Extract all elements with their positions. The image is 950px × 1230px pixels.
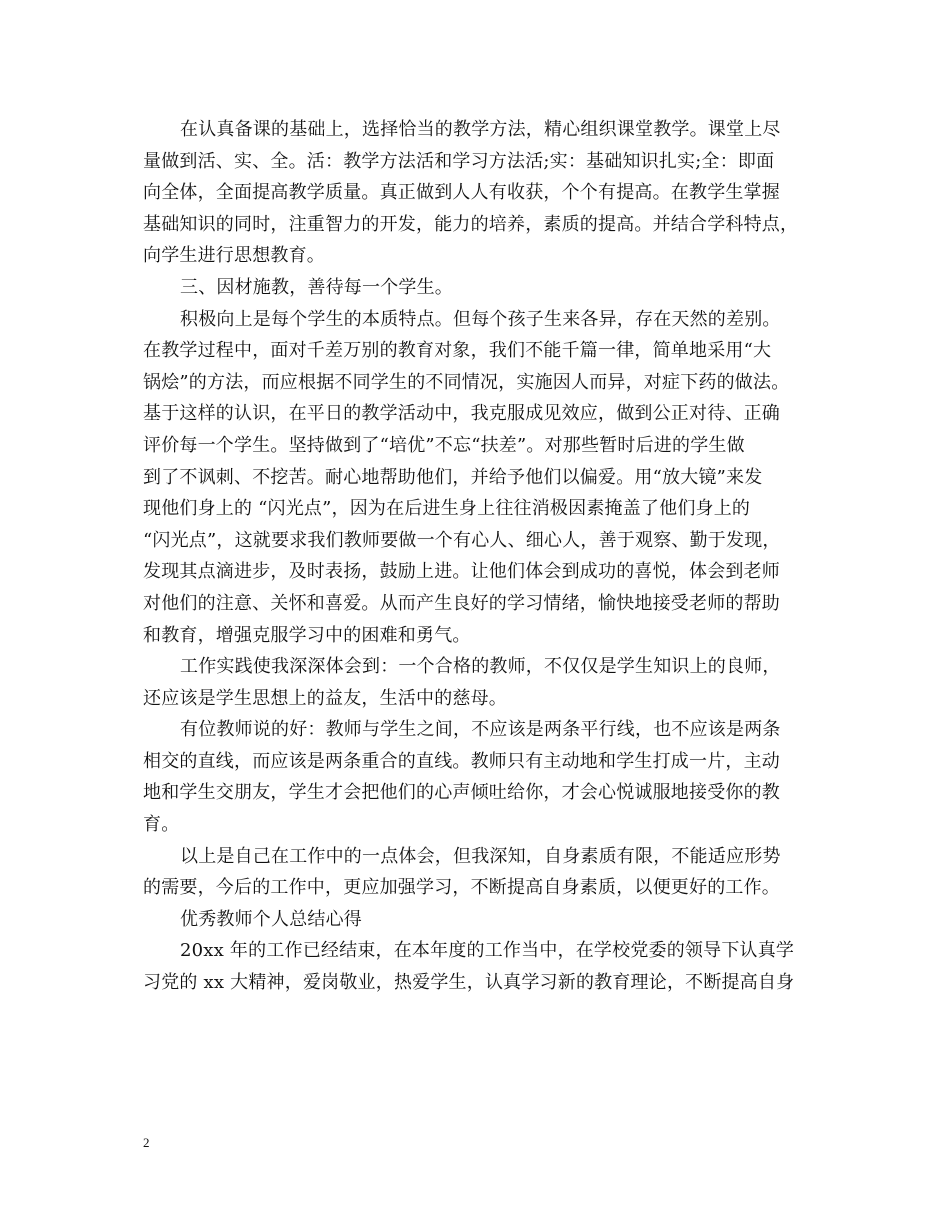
page-number: 2 xyxy=(143,1135,150,1150)
text-line: “闪光点”，这就要求我们教师要做一个有心人、细心人，善于观察、勤于发现， xyxy=(143,529,781,551)
text-line: 有位教师说的好：教师与学生之间，不应该是两条平行线，也不应该是两条 xyxy=(180,719,781,741)
text-line: 优秀教师个人总结心得 xyxy=(180,908,362,930)
text-line: 还应该是学生思想上的益友，生活中的慈母。 xyxy=(143,687,507,709)
text-line: 在教学过程中，面对千差万别的教育对象，我们不能千篇一律，简单地采用“大 xyxy=(143,340,772,362)
text-line: 向全体，全面提高教学质量。真正做到人人有收获，个个有提高。在教学生掌握 xyxy=(143,182,780,204)
text-line: 20xx 年的工作已经结束，在本年度的工作当中，在学校党委的领导下认真学 xyxy=(180,940,795,962)
text-line: 锅烩”的方法，而应根据不同学生的不同情况，实施因人而异，对症下药的做法。 xyxy=(143,371,790,393)
text-line: 习党的 xx 大精神，爱岗敬业，热爱学生，认真学习新的教育理论，不断提高自身 xyxy=(143,972,795,994)
text-line: 向学生进行思想教育。 xyxy=(143,245,325,267)
text-line: 在认真备课的基础上，选择恰当的教学方法，精心组织课堂教学。课堂上尽 xyxy=(180,119,781,140)
text-line: 现他们身上的 “闪光点”，因为在后进生身上往往消极因素掩盖了他们身上的 xyxy=(143,498,751,520)
text-line: 和教育，增强克服学习中的困难和勇气。 xyxy=(143,624,471,646)
text-line: 评价每一个学生。坚持做到了“培优”不忘“扶差”。对那些暂时后进的学生做 xyxy=(143,434,745,456)
text-line: 育。 xyxy=(143,814,180,836)
text-line: 基于这样的认识，在平日的教学活动中，我克服成见效应，做到公正对待、正确 xyxy=(143,403,780,425)
text-line: 积极向上是每个学生的本质特点。但每个孩子生来各异，存在天然的差别。 xyxy=(180,308,781,330)
text-line: 地和学生交朋友，学生才会把他们的心声倾吐给你，才会心悦诚服地接受你的教 xyxy=(143,782,780,804)
text-line: 发现其点滴进步，及时表扬，鼓励上进。让他们体会到成功的喜悦，体会到老师 xyxy=(143,561,780,583)
text-line: 相交的直线，而应该是两条重合的直线。教师只有主动地和学生打成一片，主动 xyxy=(143,750,780,772)
document-body xyxy=(143,114,815,999)
text-line: 基础知识的同时，注重智力的开发，能力的培养，素质的提高。并结合学科特点， xyxy=(143,213,799,235)
text-line: 到了不讽刺、不挖苦。耐心地帮助他们，并给予他们以偏爱。用“放大镜”来发 xyxy=(143,466,763,488)
text-line: 以上是自己在工作中的一点体会，但我深知，自身素质有限，不能适应形势 xyxy=(180,845,781,867)
text-line: 对他们的注意、关怀和喜爱。从而产生良好的学习情绪，愉快地接受老师的帮助 xyxy=(143,592,780,614)
text-line: 三、因材施教，善待每一个学生。 xyxy=(180,276,453,298)
text-line: 的需要，今后的工作中，更应加强学习，不断提高自身素质，以便更好的工作。 xyxy=(143,877,780,899)
text-line: 量做到活、实、全。活：教学方法活和学习方法活;实：基础知识扎实;全：即面 xyxy=(143,150,775,172)
text-line: 工作实践使我深深体会到：一个合格的教师，不仅仅是学生知识上的良师， xyxy=(180,656,781,678)
